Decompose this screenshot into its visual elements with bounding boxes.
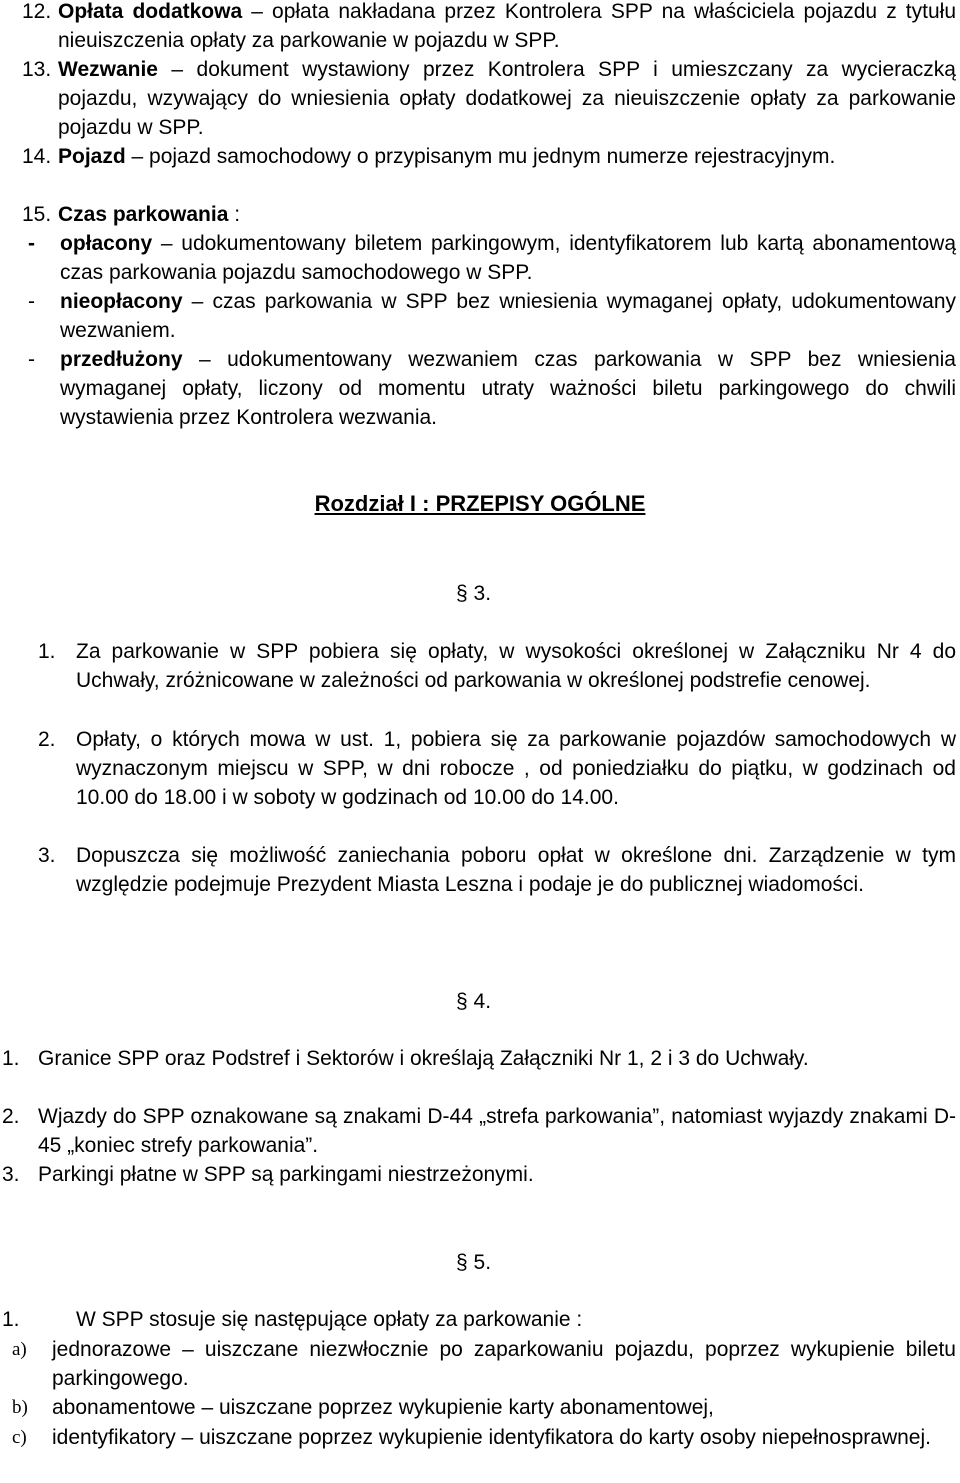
chapter-title: Rozdział I : PRZEPISY OGÓLNE xyxy=(314,491,646,516)
section-mark: § 4. xyxy=(456,990,492,1013)
definition-item xyxy=(58,142,956,171)
definition-item xyxy=(58,0,956,55)
list-dash: - xyxy=(28,290,35,313)
parking-time-term: przedłużony xyxy=(60,348,183,371)
definition-term: Pojazd xyxy=(58,145,126,168)
section-item: Opłaty, o których mowa w ust. 1, pobiera się za parkowanie pojazdów samochodowych w wyznaczonym miejscu w SPP, w dni robocze , od poniedziałku do piątku, w godzinach od 10.00 do 18.00 i w soboty w godzinach od 10.00 do 14.00. xyxy=(76,728,956,809)
section-mark: § 5. xyxy=(456,1251,492,1274)
definition-number: 14. xyxy=(22,145,52,168)
section-item: abonamentowe – uiszczane poprzez wykupienie karty abonamentowej, xyxy=(52,1396,714,1419)
definition-item xyxy=(58,200,956,229)
parking-time-term: opłacony xyxy=(60,232,153,255)
section-item: Wjazdy do SPP oznakowane są znakami D-44 „strefa parkowania”, natomiast wyjazdy znakami D-45 „koniec strefy parkowania”. xyxy=(38,1105,956,1157)
parking-time-text: – udokumentowany wezwaniem czas parkowania w SPP bez wniesienia wymaganej opłaty, liczony od momentu utraty ważności biletu parkingowego do chwili wystawienia przez Kontrolera wezwania. xyxy=(60,348,956,429)
parking-time-item xyxy=(60,287,956,345)
section-item-letter: a) xyxy=(12,1339,27,1360)
section-item-letter: c) xyxy=(12,1427,27,1448)
parking-time-term: nieopłacony xyxy=(60,290,183,313)
section-item-number: 2. xyxy=(38,728,56,751)
list-dash: - xyxy=(28,232,35,255)
definition-term: Wezwanie xyxy=(58,58,158,81)
definition-item xyxy=(58,55,956,142)
parking-time-item xyxy=(60,229,956,287)
section-intro: W SPP stosuje się następujące opłaty za parkowanie : xyxy=(76,1308,583,1331)
definition-text: : xyxy=(228,203,241,226)
section-item: Parkingi płatne w SPP są parkingami niestrzeżonymi. xyxy=(38,1163,534,1186)
section-intro-number: 1. xyxy=(2,1308,20,1331)
list-dash: - xyxy=(28,348,35,371)
parking-time-text: – udokumentowany biletem parkingowym, identyfikatorem lub kartą abonamentową czas parkowania pojazdu samochodowego w SPP. xyxy=(60,232,956,284)
definition-text: – pojazd samochodowy o przypisanym mu jednym numerze rejestracyjnym. xyxy=(125,145,836,168)
parking-time-text: – czas parkowania w SPP bez wniesienia wymaganej opłaty, udokumentowany wezwaniem. xyxy=(60,290,956,342)
section-item-number: 3. xyxy=(38,844,56,867)
section-item-letter: b) xyxy=(12,1397,28,1418)
section-item-number: 1. xyxy=(2,1047,20,1070)
definition-term: Opłata dodatkowa xyxy=(58,0,243,23)
parking-time-item xyxy=(60,345,956,432)
definition-term: Czas parkowania xyxy=(58,203,229,226)
section-item-number: 3. xyxy=(2,1163,20,1186)
section-mark: § 3. xyxy=(456,582,492,605)
section-item: Za parkowanie w SPP pobiera się opłaty, w wysokości określonej w Załączniku Nr 4 do Uchwały, zróżnicowane w zależności od parkowania w określonej podstrefie cenowej. xyxy=(76,640,956,692)
section-item-number: 2. xyxy=(2,1105,20,1128)
definition-number: 15. xyxy=(22,203,52,226)
section-item-number: 1. xyxy=(38,640,56,663)
definition-number: 13. xyxy=(22,58,52,81)
definition-text: – dokument wystawiony przez Kontrolera SPP i umieszczany za wycieraczką pojazdu, wzywający do wniesienia opłaty dodatkowej za nieuiszczenie opłaty za parkowanie pojazdu w SPP. xyxy=(58,58,956,139)
definition-text: – opłata nakładana przez Kontrolera SPP na właściciela pojazdu z tytułu nieuiszczenia opłaty za parkowanie w pojazdu w SPP. xyxy=(58,0,957,52)
section-item: Dopuszcza się możliwość zaniechania poboru opłat w określone dni. Zarządzenie w tym względzie podejmuje Prezydent Miasta Leszna i podaje je do publicznej wiadomości. xyxy=(76,844,956,896)
section-item: identyfikatory – uiszczane poprzez wykupienie identyfikatora do karty osoby niepełnosprawnej. xyxy=(52,1426,931,1449)
section-item: Granice SPP oraz Podstref i Sektorów i określają Załączniki Nr 1, 2 i 3 do Uchwały. xyxy=(38,1047,809,1070)
section-item: jednorazowe – uiszczane niezwłocznie po zaparkowaniu pojazdu, poprzez wykupienie biletu parkingowego. xyxy=(52,1338,956,1390)
definition-number: 12. xyxy=(22,0,52,23)
